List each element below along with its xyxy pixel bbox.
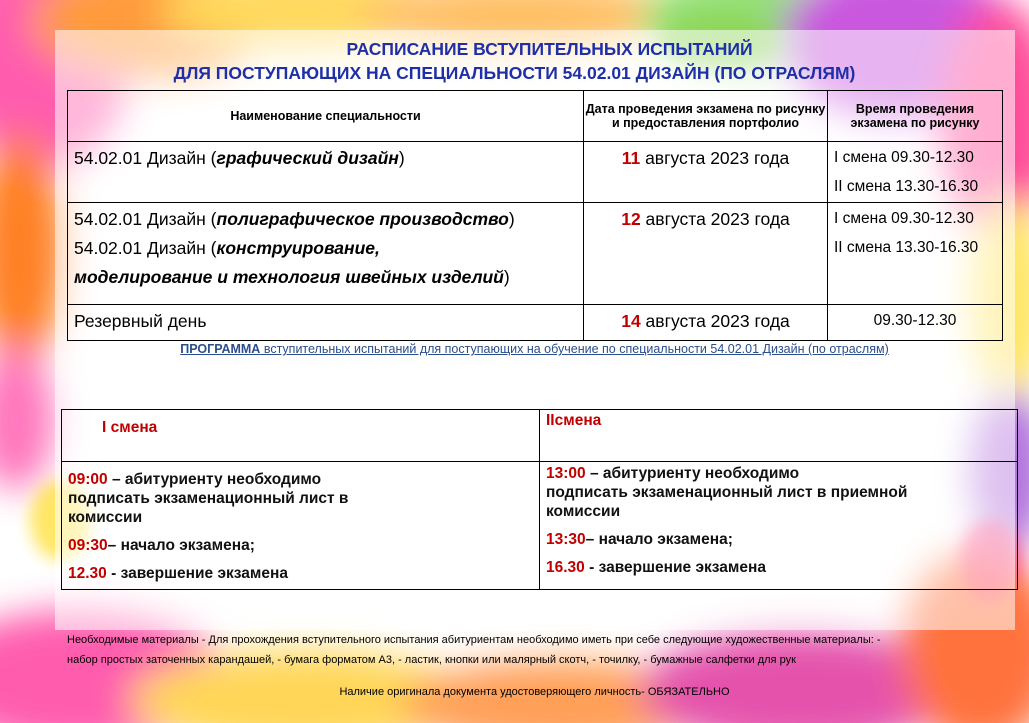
- shift-text: – абитуриенту необходимо: [107, 471, 322, 488]
- exam-schedule-table: [67, 90, 1003, 341]
- header-specialty: Наименование специальности: [68, 91, 584, 142]
- specialty-text: ): [503, 267, 510, 287]
- time-mark: 09:00: [68, 471, 108, 488]
- shift-1-name: I смена: [102, 419, 158, 436]
- specialty-line: [74, 205, 577, 234]
- exam-month-year: августа 2023 года: [640, 148, 790, 168]
- shift-2-details: [540, 462, 1018, 590]
- title-line-1: РАСПИСАНИЕ ВСТУПИТЕЛЬНЫХ ИСПЫТАНИЙ: [346, 39, 753, 59]
- shift-1-details: [62, 462, 540, 590]
- shift-text: комиссии: [68, 509, 143, 526]
- table-row: [68, 142, 1003, 203]
- time-mark: 12.30: [68, 565, 107, 582]
- shift-text: - завершение экзамена: [106, 565, 288, 582]
- shift-details-row: [62, 462, 1018, 590]
- header-time: Время проведения экзамена по рисунку: [828, 91, 1003, 142]
- shift-header-row: [62, 410, 1018, 462]
- shift-line: [68, 470, 533, 489]
- time-cell: [828, 142, 1003, 203]
- specialty-text: 54.02.01 Дизайн (: [74, 148, 217, 168]
- specialty-line: [74, 234, 577, 263]
- id-requirement-note: Наличие оригинала документа удостоверяющего личность- ОБЯЗАТЕЛЬНО: [339, 686, 730, 698]
- time-cell: [828, 203, 1003, 305]
- time-mark: 16.30: [546, 559, 585, 576]
- exam-day: 12: [621, 209, 641, 229]
- materials-note: [67, 630, 987, 670]
- shift-line: [546, 530, 1011, 549]
- exam-day: 11: [621, 148, 641, 168]
- shift-text: – начало экзамена;: [107, 537, 255, 554]
- specialty-emphasis: графический дизайн: [216, 148, 399, 168]
- materials-line-2: набор простых заточенных карандашей, - бумага форматом А3, - ластик, кнопки или малярный скотч, - точилку, - бумажные салфетки для рук: [67, 654, 796, 666]
- program-link[interactable]: [0, 342, 1029, 356]
- specialty-line: [74, 263, 577, 292]
- exam-month-year: августа 2023 года: [640, 311, 790, 331]
- table-header-row: [68, 91, 1003, 142]
- shift-1-time: I смена 09.30-12.30: [834, 210, 974, 227]
- shift-text: – абитуриенту необходимо: [585, 465, 800, 482]
- shift-2-name: IIсмена: [546, 412, 602, 429]
- specialty-cell: [68, 142, 584, 203]
- header-date: Дата проведения экзамена по рисунку и предоставления портфолио: [584, 91, 828, 142]
- date-cell: [584, 203, 828, 305]
- table-row: [68, 305, 1003, 341]
- specialty-text: ): [508, 209, 515, 229]
- specialty-text: 54.02.01 Дизайн (: [74, 238, 217, 258]
- time-mark: 13:30: [546, 531, 586, 548]
- shift-text: – начало экзамена;: [585, 531, 733, 548]
- exam-day: 14: [621, 311, 641, 331]
- shift-line: [68, 536, 533, 555]
- shift-text: - завершение экзамена: [584, 559, 766, 576]
- shift-2-time: II смена 13.30-16.30: [834, 239, 979, 256]
- shift-1-header-cell: [62, 410, 540, 462]
- shift-2-header-cell: [540, 410, 1018, 462]
- program-link-bold[interactable]: ПРОГРАММА: [180, 342, 261, 356]
- date-cell: [584, 305, 828, 341]
- shift-1-time: I смена 09.30-12.30: [834, 149, 974, 166]
- time-mark: 09:30: [68, 537, 108, 554]
- specialty-emphasis: полиграфическое производство: [216, 209, 509, 229]
- page-title: [0, 37, 1029, 85]
- shift-text: комиссии: [546, 503, 621, 520]
- specialty-text: ): [398, 148, 405, 168]
- shift-line: [68, 564, 533, 583]
- specialty-cell: [68, 203, 584, 305]
- specialty-cell: [68, 305, 584, 341]
- date-cell: [584, 142, 828, 203]
- shift-line: [546, 558, 1011, 577]
- reserve-time: 09.30-12.30: [873, 312, 957, 329]
- exam-month-year: августа 2023 года: [640, 209, 790, 229]
- shift-2-time: II смена 13.30-16.30: [834, 178, 979, 195]
- materials-line-1: Необходимые материалы - Для прохождения вступительного испытания абитуриентам необходимо иметь при себе следующие художественные материалы: -: [67, 634, 881, 646]
- shift-text: подписать экзаменационный лист в приемной: [546, 484, 908, 501]
- time-cell: [828, 305, 1003, 341]
- reserve-day-label: Резервный день: [74, 311, 207, 331]
- table-row: [68, 203, 1003, 305]
- specialty-emphasis: конструирование,: [216, 238, 380, 258]
- specialty-emphasis: моделирование и технология швейных изделий: [74, 267, 504, 287]
- specialty-text: 54.02.01 Дизайн (: [74, 209, 217, 229]
- title-line-2: ДЛЯ ПОСТУПАЮЩИХ НА СПЕЦИАЛЬНОСТИ 54.02.01 ДИЗАЙН (ПО ОТРАСЛЯМ): [173, 63, 856, 83]
- shift-text: подписать экзаменационный лист в: [68, 490, 349, 507]
- shift-line: [546, 464, 1011, 483]
- time-mark: 13:00: [546, 465, 586, 482]
- program-link-text[interactable]: вступительных испытаний для поступающих на обучение по специальности 54.02.01 Дизайн (по отраслям): [260, 342, 889, 356]
- shift-details-table: [61, 409, 1018, 590]
